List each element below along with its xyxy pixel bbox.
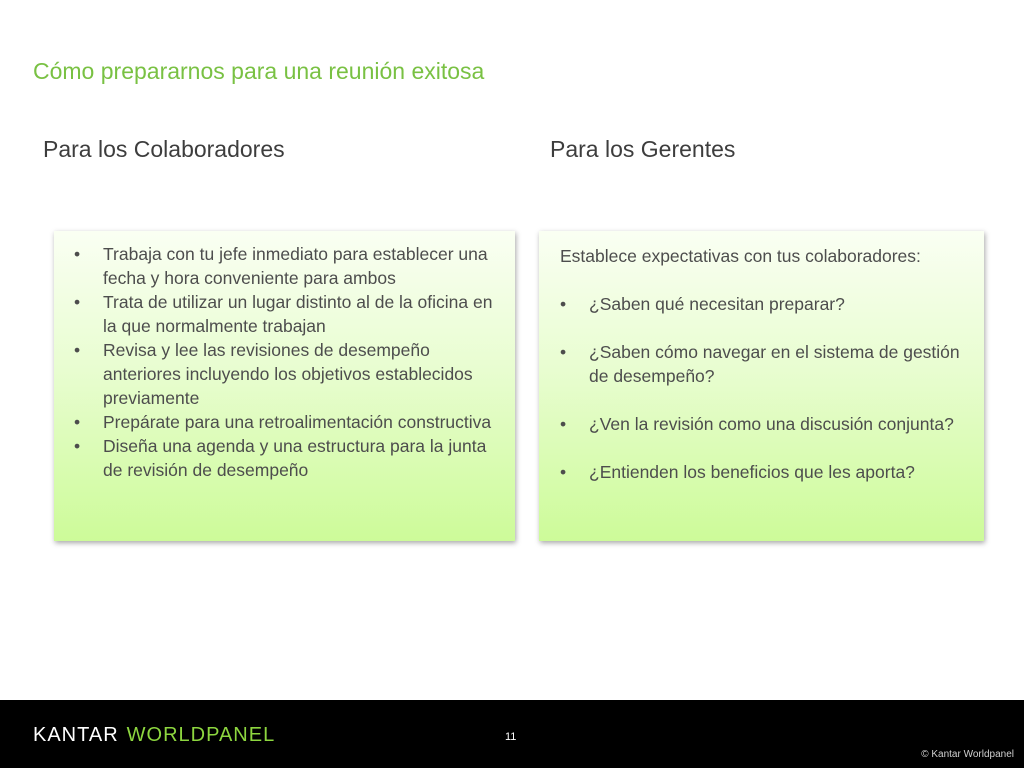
collaborators-heading: Para los Colaboradores — [43, 136, 285, 162]
list-item-text: Trata de utilizar un lugar distinto al de la oficina en la que normalmente trabajan — [103, 292, 493, 336]
copyright-notice: © Kantar Worldpanel — [921, 749, 1014, 760]
list-item-text: Diseña una agenda y una estructura para la junta de revisión de desempeño — [103, 436, 487, 480]
slide-title: Cómo prepararnos para una reunión exitosa — [33, 58, 485, 84]
bullet-icon: • — [560, 342, 567, 362]
list-item — [74, 434, 501, 482]
list-item — [74, 290, 501, 338]
footer-bar — [0, 700, 1024, 768]
managers-heading: Para los Gerentes — [550, 136, 736, 162]
bullet-icon: • — [74, 292, 81, 312]
list-item — [74, 410, 501, 434]
list-item — [74, 242, 501, 290]
logo-kantar-text: KANTAR — [33, 724, 119, 746]
collaborators-list — [74, 242, 501, 482]
managers-box — [539, 231, 984, 541]
bullet-icon: • — [560, 414, 567, 434]
logo-worldpanel-text: WORLDPANEL — [126, 724, 276, 746]
list-item-text: ¿Ven la revisión como una discusión conjunta? — [589, 414, 954, 434]
list-item-text: ¿Saben cómo navegar en el sistema de gestión de desempeño? — [589, 342, 960, 386]
list-item — [74, 338, 501, 410]
managers-list — [560, 292, 972, 484]
list-item — [560, 292, 972, 316]
list-item — [560, 340, 972, 388]
collaborators-box — [54, 231, 515, 541]
list-item-text: ¿Saben qué necesitan preparar? — [589, 294, 845, 314]
bullet-icon: • — [74, 244, 81, 264]
kantar-worldpanel-logo — [33, 724, 275, 747]
list-item-text: Prepárate para una retroalimentación constructiva — [103, 412, 492, 432]
page-number: 11 — [505, 731, 517, 743]
list-item-text: ¿Entienden los beneficios que les aporta? — [589, 462, 915, 482]
managers-intro: Establece expectativas con tus colaboradores: — [560, 246, 921, 266]
list-item — [560, 412, 972, 436]
bullet-icon: • — [74, 436, 81, 456]
list-item-text: Revisa y lee las revisiones de desempeño anteriores incluyendo los objetivos establecidos previamente — [103, 340, 473, 408]
list-item-text: Trabaja con tu jefe inmediato para establecer una fecha y hora conveniente para ambos — [103, 244, 488, 288]
bullet-icon: • — [74, 340, 81, 360]
bullet-icon: • — [74, 412, 81, 432]
list-item — [560, 460, 972, 484]
bullet-icon: • — [560, 462, 567, 482]
bullet-icon: • — [560, 294, 567, 314]
